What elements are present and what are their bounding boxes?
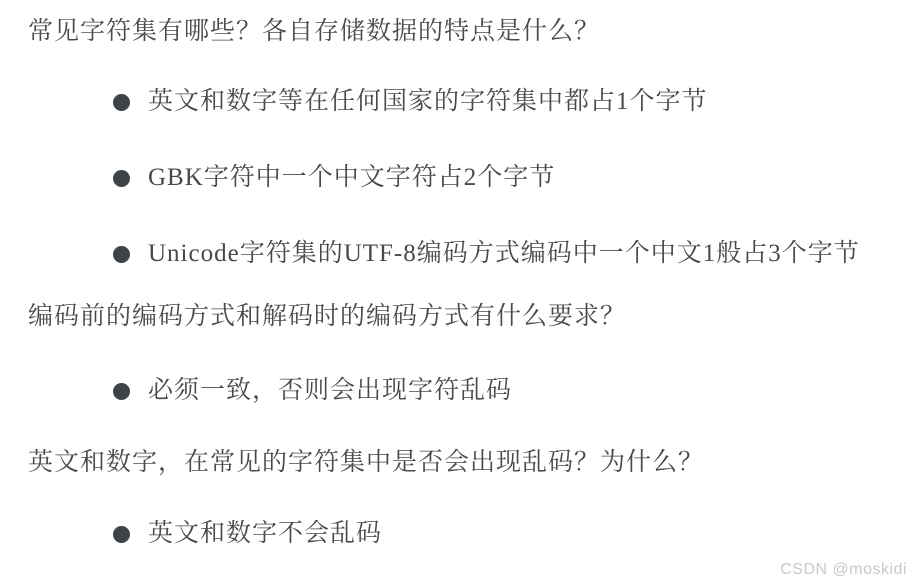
list-item-text: GBK字符中一个中文字符占2个字节 [148, 164, 556, 191]
list-item-text: 必须一致，否则会出现字符乱码 [148, 377, 513, 404]
question-1: 常见字符集有哪些？各自存储数据的特点是什么？ [28, 18, 601, 45]
watermark: CSDN @moskidi [780, 561, 907, 578]
list-item [113, 87, 708, 117]
bullet-icon [113, 170, 130, 187]
bullet-icon [113, 94, 130, 111]
list-item [113, 163, 555, 193]
bullet-icon [113, 246, 130, 263]
list-item [113, 519, 382, 549]
bullet-icon [113, 383, 130, 400]
list-item-text: 英文和数字等在任何国家的字符集中都占1个字节 [148, 88, 708, 115]
list-item [113, 376, 512, 406]
question-2: 编码前的编码方式和解码时的编码方式有什么要求？ [28, 303, 627, 330]
bullet-icon [113, 526, 130, 543]
list-item-text: 英文和数字不会乱码 [148, 520, 383, 547]
list-item [113, 239, 860, 269]
question-3: 英文和数字，在常见的字符集中是否会出现乱码？为什么？ [28, 449, 705, 476]
list-item-text: Unicode字符集的UTF-8编码方式编码中一个中文1般占3个字节 [148, 240, 860, 267]
